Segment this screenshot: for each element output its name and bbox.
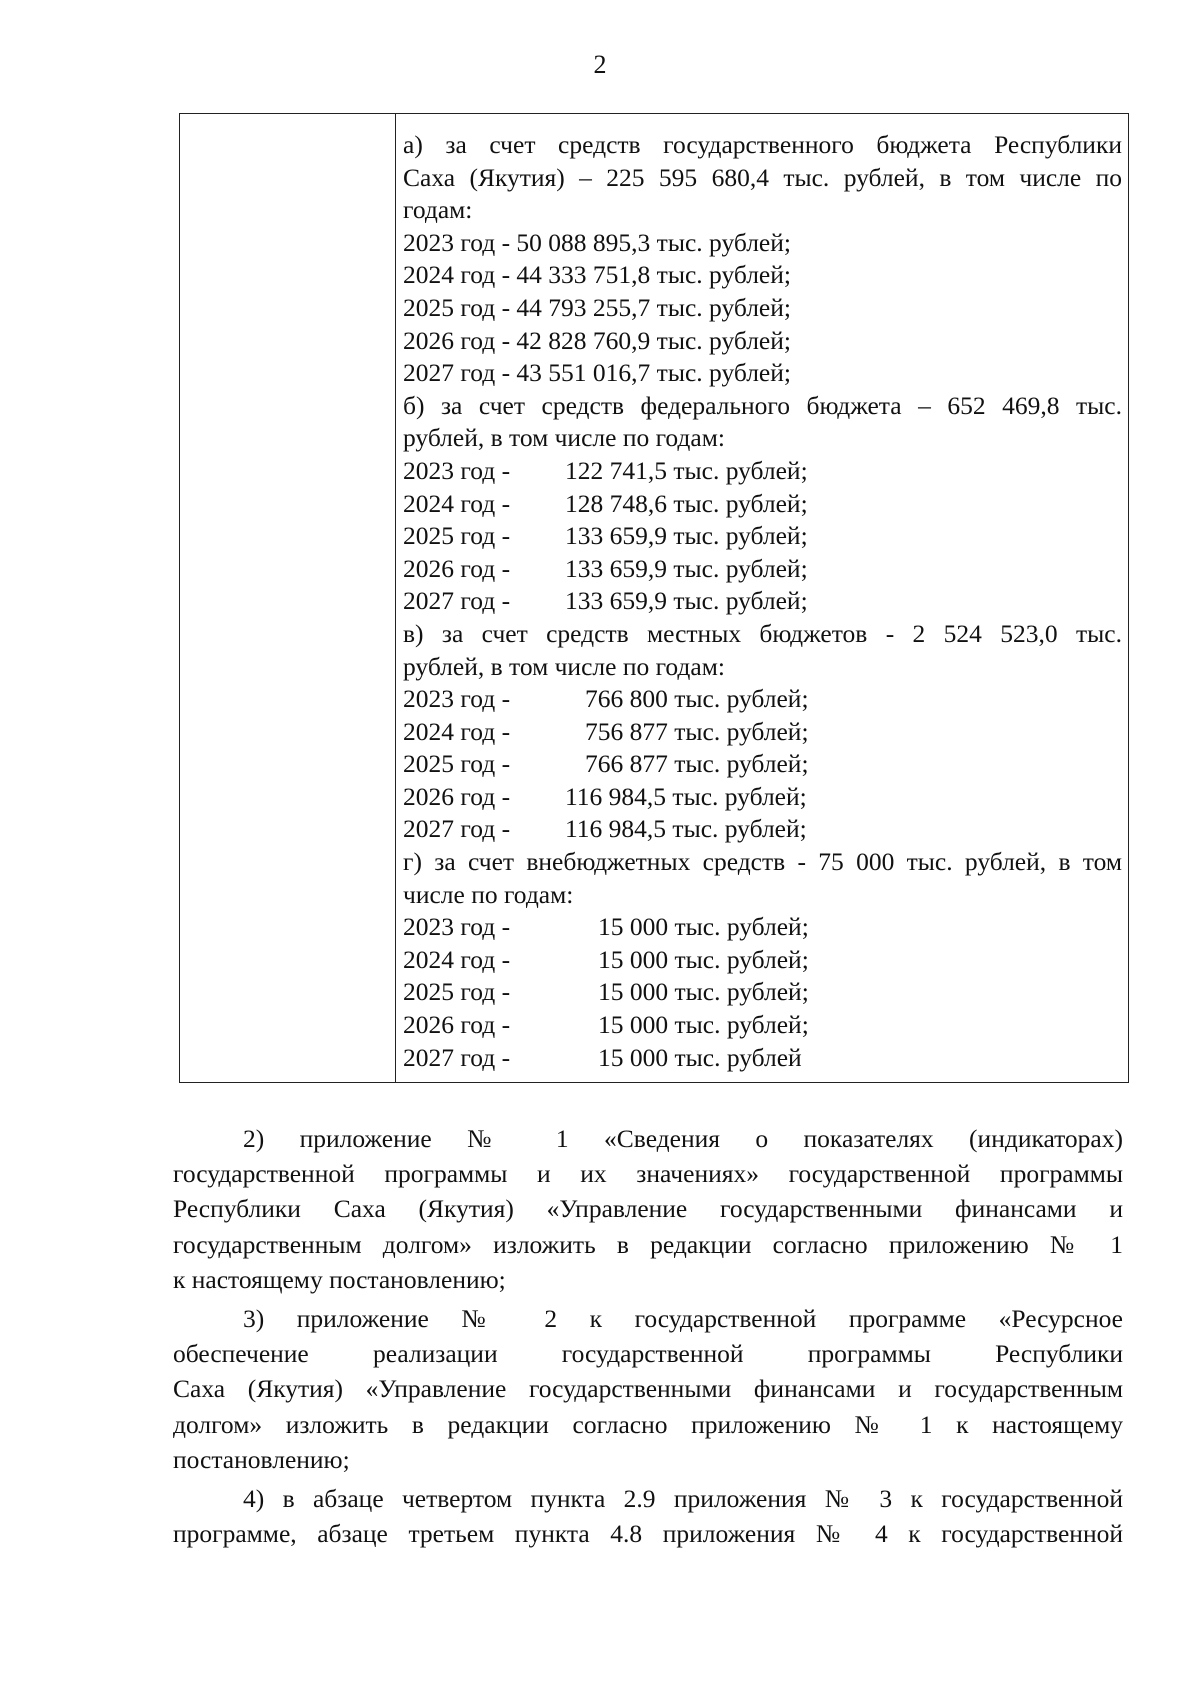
- extra-year-line: [403, 944, 1122, 977]
- year-amount: 15 000 тыс. рублей;: [598, 912, 809, 942]
- year-amount: 128 748,6 тыс. рублей;: [565, 488, 808, 518]
- extra-year-line: [403, 911, 1122, 944]
- extra-year-line: [403, 976, 1122, 1009]
- paragraph-line: 3) приложение № 2 к государственной программе «Ресурсное: [243, 1303, 1123, 1333]
- table-label-cell: [180, 114, 396, 1082]
- year-label: 2025 год -: [403, 521, 511, 551]
- year-label: 2026 год -: [403, 1010, 511, 1040]
- year-amount: 133 659,9 тыс. рублей;: [565, 586, 808, 616]
- paragraph-line: программе, абзаце третьем пункта 4.8 приложения № 4 к государственной: [173, 1519, 1123, 1549]
- year-amount: 116 984,5 тыс. рублей;: [565, 814, 807, 844]
- state-budget-year-line: 2024 год - 44 333 751,8 тыс. рублей;: [403, 260, 791, 290]
- federal-year-line: [403, 488, 1122, 521]
- paragraph-item-3: [173, 1301, 1123, 1477]
- local-line: в) за счет средств местных бюджетов - 2 524 523,0 тыс.: [403, 618, 1122, 648]
- state-budget-year-line: 2025 год - 44 793 255,7 тыс. рублей;: [403, 292, 791, 322]
- federal-year-line: [403, 553, 1122, 586]
- extra-budget-line: г) за счет внебюджетных средств - 75 000 тыс. рублей, в том: [403, 847, 1122, 877]
- year-amount: 15 000 тыс. рублей;: [598, 977, 809, 1007]
- year-label: 2027 год -: [403, 1042, 511, 1072]
- year-label: 2023 год -: [403, 912, 511, 942]
- page-number: 2: [593, 50, 607, 79]
- paragraph-line: к настоящему постановлению;: [173, 1264, 506, 1294]
- local-year-line: [403, 781, 1122, 814]
- year-label: 2023 год -: [403, 684, 511, 714]
- federal-year-line: [403, 520, 1122, 553]
- state-budget-line: Саха (Якутия) – 225 595 680,4 тыс. рублей, в том числе по: [403, 162, 1122, 192]
- year-amount: 15 000 тыс. рублей;: [598, 944, 809, 974]
- paragraph-item-4: [173, 1481, 1123, 1551]
- federal-year-line: [403, 585, 1122, 618]
- year-amount: 116 984,5 тыс. рублей;: [565, 781, 807, 811]
- year-amount: 766 800 тыс. рублей;: [585, 684, 809, 714]
- paragraph-line: Республики Саха (Якутия) «Управление государственными финансами и: [173, 1194, 1123, 1224]
- federal-line: б) за счет средств федерального бюджета – 652 469,8 тыс.: [403, 390, 1122, 420]
- state-budget-year-line: 2026 год - 42 828 760,9 тыс. рублей;: [403, 325, 791, 355]
- paragraph-line: 4) в абзаце четвертом пункта 2.9 приложения № 3 к государственной: [243, 1483, 1123, 1513]
- year-amount: 15 000 тыс. рублей: [598, 1042, 802, 1072]
- year-label: 2025 год -: [403, 749, 511, 779]
- year-label: 2027 год -: [403, 814, 511, 844]
- paragraph-line: Саха (Якутия) «Управление государственными финансами и государственным: [173, 1374, 1123, 1404]
- year-amount: 122 741,5 тыс. рублей;: [565, 455, 808, 485]
- table-content-cell: [396, 114, 1128, 1082]
- year-amount: 766 877 тыс. рублей;: [585, 749, 809, 779]
- year-amount: 756 877 тыс. рублей;: [585, 716, 809, 746]
- body-text: [173, 1121, 1123, 1551]
- year-label: 2024 год -: [403, 944, 511, 974]
- paragraph-item-2: [173, 1121, 1123, 1297]
- paragraph-line: государственной программы и их значениях» государственной программы: [173, 1159, 1123, 1189]
- year-amount: 133 659,9 тыс. рублей;: [565, 521, 808, 551]
- extra-year-line: [403, 1042, 1122, 1075]
- federal-year-line: [403, 455, 1122, 488]
- year-label: 2024 год -: [403, 488, 511, 518]
- local-year-line: [403, 716, 1122, 749]
- paragraph-line: постановлению;: [173, 1444, 350, 1474]
- state-budget-year-line: 2023 год - 50 088 895,3 тыс. рублей;: [403, 227, 791, 257]
- year-label: 2023 год -: [403, 455, 511, 485]
- funding-table: [179, 113, 1129, 1083]
- local-year-line: [403, 748, 1122, 781]
- paragraph-line: долгом» изложить в редакции согласно приложению № 1 к настоящему: [173, 1409, 1123, 1439]
- year-amount: 15 000 тыс. рублей;: [598, 1010, 809, 1040]
- state-budget-year-line: 2027 год - 43 551 016,7 тыс. рублей;: [403, 358, 791, 388]
- year-label: 2026 год -: [403, 781, 511, 811]
- paragraph-line: государственным долгом» изложить в редакции согласно приложению № 1: [173, 1229, 1123, 1259]
- year-label: 2027 год -: [403, 586, 511, 616]
- local-line: рублей, в том числе по годам:: [403, 651, 725, 681]
- state-budget-line: годам:: [403, 195, 473, 225]
- paragraph-line: 2) приложение № 1 «Сведения о показателях (индикаторах): [243, 1124, 1123, 1153]
- local-year-line: [403, 813, 1122, 846]
- extra-year-line: [403, 1009, 1122, 1042]
- local-year-line: [403, 683, 1122, 716]
- extra-budget-line: числе по годам:: [403, 879, 574, 909]
- year-label: 2025 год -: [403, 977, 511, 1007]
- paragraph-line: обеспечение реализации государственной программы Республики: [173, 1339, 1123, 1369]
- year-amount: 133 659,9 тыс. рублей;: [565, 553, 808, 583]
- year-label: 2024 год -: [403, 716, 511, 746]
- state-budget-line: а) за счет средств государственного бюджета Республики: [403, 130, 1122, 159]
- year-label: 2026 год -: [403, 553, 511, 583]
- federal-line: рублей, в том числе по годам:: [403, 423, 725, 453]
